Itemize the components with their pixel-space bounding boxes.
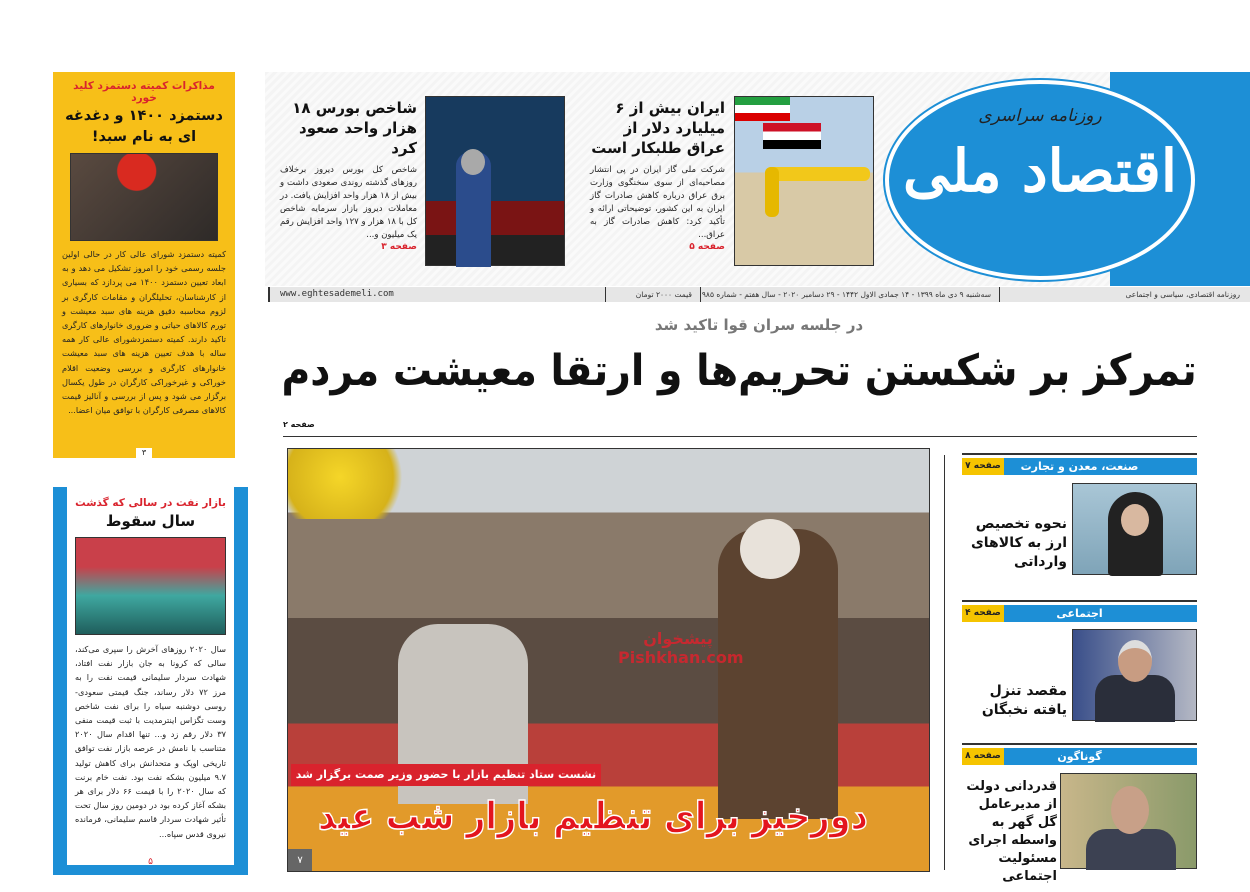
story-title: دستمزد ۱۴۰۰ و دغدغه ای به نام سبد! (65, 108, 223, 145)
story-body: سال ۲۰۲۰ روزهای آخرش را سپری می‌کند، سالی که کرونا به جان بازار نفت افتاد، شهادت سردار سلیمانی قیمت نفت را به مرز ۷۲ دلار رساند، جنگ قیمتی سعودی- روسی دوشنبه سیاه را برای نفت شاخص وست تگزاس اینترمدیت با ثبت قیمت منفی ۳۷ دلار رقم زد و... تنها اقدام سال ۲۰۲۰ متناسب با نامش در عرصه بازار نفت توافق تاریخی اوپک و متحدانش برای کاهش تولید ۹.۷ میلیون بشکه نفت بود. نفت خام برنت که سال ۲۰۲۰ را با قیمت ۶۶ دلار برای هر بشکه آغاز کرده بود در دومین روز سال تحت تأثیر شهادت سردار قاسم سلیمانی، فرمانده نیروی قدس سپاه... (75, 644, 227, 839)
story-body: شرکت ملی گاز ایران در پی انتشار مصاحبه‌ای از سوی سخنگوی وزارت برق عراق درباره کاهش صادرات گاز ایران به این کشور، توضیحاتی ارائه و تأکید کرد: کاهش صادرات گاز به عراق... (590, 165, 725, 240)
page-ref: ۳ (136, 448, 152, 458)
iran-iraq-gas-photo (734, 96, 874, 266)
story-title: سال سقوط (105, 512, 196, 530)
main-headline[interactable]: تمرکز بر شکستن تحریم‌ها و ارتقا معیشت مردم (281, 346, 1198, 396)
right-section-misc[interactable] (962, 740, 1197, 884)
watermark: پیشخوان Pishkhan.com (618, 629, 744, 667)
paper-type: روزنامه اقتصادی، سیاسی و اجتماعی (1125, 290, 1240, 299)
top-story-iraq[interactable] (590, 98, 725, 252)
section-label: گوناگون (1057, 750, 1102, 763)
page-ref: ۵ (148, 857, 153, 867)
story-title: ایران بیش از ۶ میلیارد دلار از عراق طلبکار است (591, 99, 725, 157)
stock-exchange-photo (425, 96, 565, 266)
section-page: صفحه ۴ (962, 605, 1004, 622)
price: قیمت ۲۰۰۰ تومان (605, 287, 700, 302)
headline-rule (283, 436, 1197, 437)
main-page-ref: صفحه ۲ (283, 420, 315, 429)
section-page: صفحه ۷ (962, 458, 1004, 475)
right-section-social[interactable] (962, 597, 1197, 727)
photo-page-ref: ۷ (288, 849, 312, 872)
section-label: صنعت، معدن و تجارت (1020, 460, 1139, 473)
photo-headline: دورخیز برای تنظیم بازار شب عید (318, 794, 868, 838)
main-headline-box (282, 346, 1197, 396)
ceo-photo (1060, 773, 1197, 869)
story-kicker: مذاکرات کمیته دستمزد کلید خورد (73, 80, 215, 104)
official-man-photo (1072, 629, 1197, 721)
official-woman-photo (1072, 483, 1197, 575)
top-story-stock[interactable] (280, 98, 417, 252)
wage-story-box[interactable] (53, 72, 235, 458)
oil-story-box[interactable] (53, 487, 248, 875)
logo-subtitle: روزنامه سراسری (978, 106, 1102, 126)
main-kicker: در جلسه سران قوا تاکید شد (654, 316, 864, 334)
story-page: صفحه ۵ (689, 242, 725, 252)
story-body: کمیته دستمزد شورای عالی کار در حالی اولین جلسه رسمی خود را امروز تشکیل می دهد و به ابعاد تعیین دستمزد ۱۴۰۰ می پردازد که بسیاری از کارشناسان، تحلیلگران و مقامات کارگری بر لزوم محاسبه دقیق هزینه های سبد معیشت و تورم کالاهای حیاتی و ضروری خانوارهای کارگری تاکید دارند. کمیته دستمزدشورای عالی کار همه ساله با هدف تعیین هزینه های سبد معیشت خانوارهای کارگری و بررسی وضعیت اقلام خوراکی و غیرخوراکی کارگران در طول یکسال برگزار می شود و پس از بررسی و آنالیز قیمت کالاهای مصرفی کارگران با توافق میان اعضا... (62, 249, 226, 416)
story-title: نحوه تخصیص ارز به کالاهای وارداتی (970, 516, 1067, 570)
photo-headline-box (318, 794, 868, 838)
photo-kicker: نشست ستاد تنظیم بازار با حضور وزیر صمت برگزار شد (291, 764, 601, 786)
issue-date: سه‌شنبه ۹ دی ماه ۱۳۹۹ - ۱۴ جمادی الاول ۱۴۴۲ - ۲۹ دسامبر ۲۰۲۰ - سال هفتم - شماره ۹۸۵ (700, 287, 1000, 302)
column-rule (944, 455, 945, 870)
story-page: صفحه ۳ (381, 242, 417, 252)
story-title: قدردانی دولت از مدیرعامل گل گهر به واسطه اجرای مسئولیت اجتماعی (966, 779, 1057, 884)
story-body: شاخص کل بورس دیروز برخلاف روزهای گذشته روندی صعودی داشت و بیش از ۱۸ هزار واحد افزایش یافت. در معاملات دیروز بازار سرمایه شاخص کل با ۱۸ هزار و ۱۲۷ واحد افزایش رقم یک میلیون و... (280, 165, 418, 240)
logo-title: اقتصاد ملی (903, 137, 1177, 205)
market-photo[interactable] (287, 448, 930, 872)
section-label: اجتماعی (1056, 607, 1103, 620)
info-bar (268, 287, 1250, 302)
section-page: صفحه ۸ (962, 748, 1004, 765)
website-link[interactable]: www.eghtesademeli.com (280, 289, 394, 299)
story-title: شاخص بورس ۱۸ هزار واحد صعود کرد (292, 99, 417, 157)
story-kicker: بازار نفت در سالی که گذشت (75, 497, 226, 509)
right-section-industry[interactable] (962, 450, 1197, 590)
logo[interactable] (885, 80, 1195, 280)
story-title: مقصد تنزل یافته نخبگان (981, 683, 1067, 718)
worker-photo (70, 153, 218, 241)
oil-chart-photo (75, 537, 226, 635)
